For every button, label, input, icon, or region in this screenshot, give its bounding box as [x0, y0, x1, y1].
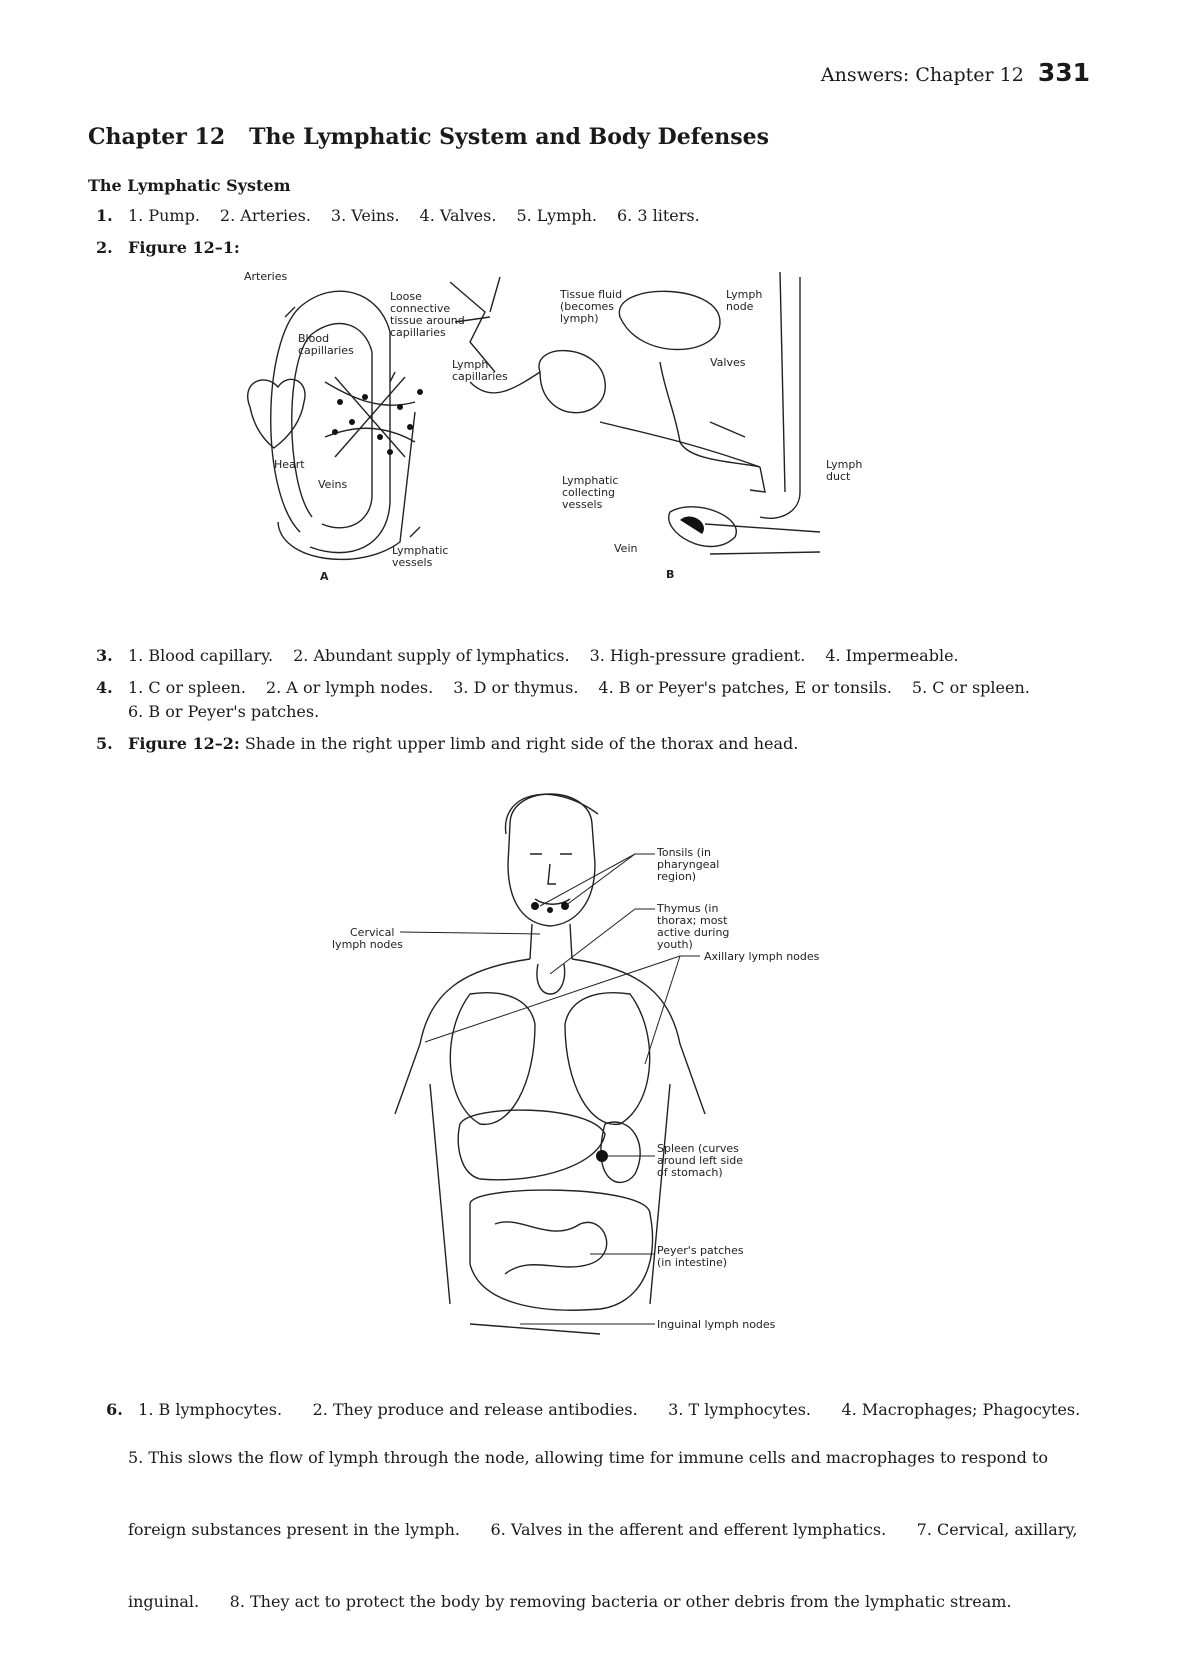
answer-part: 1. C or spleen. — [128, 678, 246, 697]
answer-part: 4. B or Peyer's patches, E or tonsils. — [598, 678, 892, 697]
answer-continuation: 6. B or Peyer's patches. — [128, 702, 320, 721]
answer-number: 5. — [96, 734, 113, 753]
label-tonsils: pharyngeal — [657, 858, 720, 871]
leader-axillary — [425, 956, 700, 1064]
section-title: The Lymphatic System — [88, 176, 291, 195]
neck — [530, 924, 572, 959]
answer-5 — [96, 732, 798, 756]
label-lymphatic-vessels: vessels — [392, 556, 433, 569]
label-loose: capillaries — [390, 326, 446, 339]
label-vein: Vein — [614, 542, 638, 555]
label-lymph-node: Lymph — [726, 288, 763, 301]
label-tissue-fluid: (becomes — [560, 300, 615, 313]
answer-part: 2. A or lymph nodes. — [265, 678, 434, 697]
label-valves: Valves — [710, 356, 746, 369]
label-veins: Veins — [318, 478, 348, 491]
chapter-name: The Lymphatic System and Body Defenses — [249, 124, 769, 150]
answer-part: 1. Blood capillary. — [128, 646, 274, 665]
answer-part: 6. 3 liters. — [616, 206, 700, 225]
panel-label-b: B — [666, 568, 675, 581]
running-head-label: Answers: Chapter 12 — [820, 64, 1024, 86]
answer-part: 3. D or thymus. — [453, 678, 579, 697]
intestines — [470, 1190, 653, 1310]
answer-line: foreign substances present in the lymph. 6. Valves in the afferent and efferent lymphatics. 7. Cervical, axillary, — [128, 1520, 1078, 1539]
label-spleen: Spleen (curves — [657, 1142, 739, 1155]
leader-tonsils — [540, 854, 655, 906]
label-axillary: Axillary lymph nodes — [704, 950, 820, 963]
label-lymphatic-vessels: Lymphatic — [392, 544, 449, 557]
label-inguinal: Inguinal lymph nodes — [657, 1318, 776, 1331]
panel-label-a: A — [320, 570, 329, 583]
hair — [506, 794, 598, 834]
liver — [458, 1110, 605, 1180]
label-heart: Heart — [274, 458, 305, 471]
label-loose: tissue around — [390, 314, 465, 327]
label-arteries: Arteries — [244, 270, 288, 283]
page-number: 331 — [1037, 58, 1090, 87]
label-lymph-capillaries: capillaries — [452, 370, 508, 383]
answer-1 — [96, 204, 700, 228]
thymus — [537, 964, 565, 994]
answer-number: 2. — [96, 238, 113, 257]
chapter-number: Chapter 12 — [88, 124, 226, 150]
label-peyers: Peyer's patches — [657, 1244, 744, 1257]
label-lymph-duct: duct — [826, 470, 851, 483]
label-lymph-capillaries: Lymph — [452, 358, 489, 371]
label-collecting-vessels: vessels — [562, 498, 603, 511]
answer-part: 4. Valves. — [419, 206, 497, 225]
stomach — [601, 1122, 640, 1182]
label-collecting-vessels: Lymphatic — [562, 474, 619, 487]
label-collecting-vessels: collecting — [562, 486, 616, 499]
answer-part: 5. C or spleen. — [911, 678, 1030, 697]
label-cervical: lymph nodes — [332, 938, 403, 951]
answer-number: 1. — [96, 206, 113, 225]
heart — [248, 379, 305, 448]
head — [508, 794, 595, 926]
leader-thymus — [550, 909, 655, 974]
label-thymus: active during — [657, 926, 730, 939]
answer-part: 3. Veins. — [330, 206, 400, 225]
answer-3 — [96, 644, 959, 668]
figure-12-1-circulation-diagram — [240, 262, 920, 622]
answer-part: 2. Abundant supply of lymphatics. — [293, 646, 570, 665]
figure-12-2-body-diagram — [320, 784, 880, 1344]
label-tissue-fluid: Tissue fluid — [560, 288, 623, 301]
label-thymus: Thymus (in — [657, 902, 719, 915]
label-spleen: around left side — [657, 1154, 744, 1167]
lymph-duct — [760, 272, 800, 518]
label-thymus: thorax; most — [657, 914, 728, 927]
label-peyers: (in intestine) — [657, 1256, 728, 1269]
figure-reference: Figure 12–1: — [128, 238, 240, 257]
chapter-title — [88, 124, 769, 150]
label-cervical: Cervical — [350, 926, 395, 939]
answer-line: inguinal. 8. They act to protect the body by removing bacteria or other debris from the lymphatic stream. — [128, 1592, 1012, 1611]
leader-cervical — [400, 932, 540, 934]
answer-part: 3. High-pressure gradient. — [589, 646, 806, 665]
answer-number: 4. — [96, 678, 113, 697]
label-lymph-node: node — [726, 300, 754, 313]
answer-part: 1. Pump. — [128, 206, 200, 225]
label-tonsils: region) — [657, 870, 697, 883]
vein — [669, 507, 820, 554]
answer-2 — [96, 236, 240, 260]
label-lymph-duct: Lymph — [826, 458, 863, 471]
label-blood-capillaries: capillaries — [298, 344, 354, 357]
label-tonsils: Tonsils (in — [657, 846, 711, 859]
answer-line: 1. B lymphocytes. 2. They produce and release antibodies. 3. T lymphocytes. 4. Macrophages; Phagocytes. — [138, 1400, 1081, 1419]
label-thymus: youth) — [657, 938, 693, 951]
answer-number: 3. — [96, 646, 113, 665]
answer-line: 5. This slows the flow of lymph through the node, allowing time for immune cells and macrophages to respond to — [128, 1448, 1048, 1467]
answer-6 — [96, 1374, 1106, 1638]
answer-part: 2. Arteries. — [219, 206, 311, 225]
label-loose: connective — [390, 302, 451, 315]
label-loose: Loose — [390, 290, 422, 303]
label-spleen: of stomach) — [657, 1166, 723, 1179]
answer-part: 5. Lymph. — [516, 206, 597, 225]
answer-4 — [96, 676, 1106, 724]
figure-reference: Figure 12–2: — [128, 734, 240, 753]
running-head — [821, 58, 1090, 87]
answer-part: 4. Impermeable. — [825, 646, 959, 665]
label-blood-capillaries: Blood — [298, 332, 330, 345]
lungs — [450, 993, 649, 1125]
lymph-node — [619, 291, 720, 349]
answer-text: Shade in the right upper limb and right side of the thorax and head. — [244, 734, 799, 753]
answer-number: 6. — [106, 1400, 123, 1419]
label-tissue-fluid: lymph) — [560, 312, 599, 325]
